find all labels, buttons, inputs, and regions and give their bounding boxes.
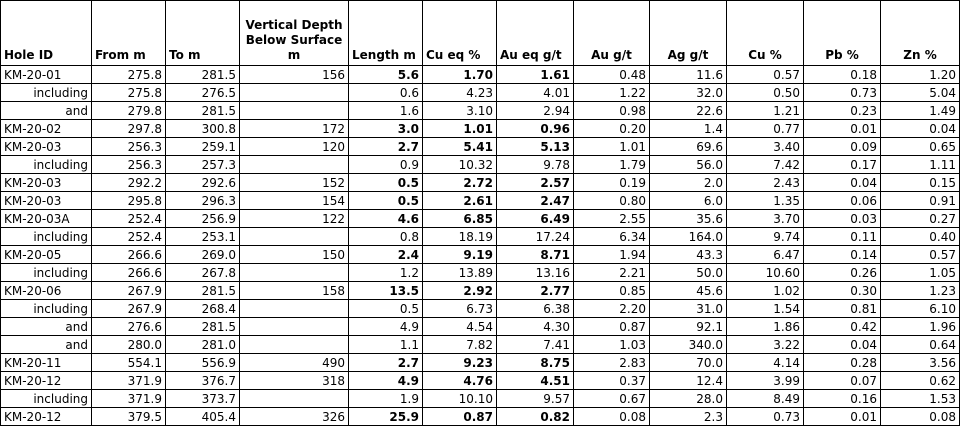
cell-pb: 0.16 bbox=[804, 390, 881, 408]
cell-au-eq: 6.49 bbox=[497, 210, 574, 228]
cell-zn: 5.04 bbox=[881, 84, 960, 102]
cell-from: 256.3 bbox=[92, 138, 166, 156]
cell-vertical-depth bbox=[240, 318, 349, 336]
cell-cu: 3.40 bbox=[727, 138, 804, 156]
cell-zn: 0.08 bbox=[881, 408, 960, 426]
cell-hole-id: including bbox=[1, 264, 92, 282]
cell-ag: 69.6 bbox=[650, 138, 727, 156]
cell-length: 0.5 bbox=[349, 192, 423, 210]
header-from: From m bbox=[92, 1, 166, 66]
cell-au-eq: 0.82 bbox=[497, 408, 574, 426]
cell-au-eq: 7.41 bbox=[497, 336, 574, 354]
cell-ag: 35.6 bbox=[650, 210, 727, 228]
cell-length: 0.5 bbox=[349, 174, 423, 192]
cell-au: 0.08 bbox=[574, 408, 650, 426]
cell-au: 1.22 bbox=[574, 84, 650, 102]
cell-zn: 0.27 bbox=[881, 210, 960, 228]
cell-au-eq: 9.78 bbox=[497, 156, 574, 174]
cell-pb: 0.30 bbox=[804, 282, 881, 300]
cell-au: 1.01 bbox=[574, 138, 650, 156]
cell-au: 1.03 bbox=[574, 336, 650, 354]
cell-from: 267.9 bbox=[92, 282, 166, 300]
cell-ag: 28.0 bbox=[650, 390, 727, 408]
cell-ag: 12.4 bbox=[650, 372, 727, 390]
table-row bbox=[1, 354, 960, 372]
cell-cu-eq: 1.01 bbox=[423, 120, 497, 138]
cell-to: 268.4 bbox=[166, 300, 240, 318]
table-row bbox=[1, 102, 960, 120]
cell-pb: 0.18 bbox=[804, 66, 881, 84]
cell-hole-id: KM-20-03 bbox=[1, 138, 92, 156]
cell-pb: 0.06 bbox=[804, 192, 881, 210]
cell-vertical-depth: 150 bbox=[240, 246, 349, 264]
cell-hole-id: KM-20-01 bbox=[1, 66, 92, 84]
table-row bbox=[1, 210, 960, 228]
header-au: Au g/t bbox=[574, 1, 650, 66]
header-cu: Cu % bbox=[727, 1, 804, 66]
cell-au-eq: 1.61 bbox=[497, 66, 574, 84]
cell-to: 556.9 bbox=[166, 354, 240, 372]
cell-length: 4.9 bbox=[349, 318, 423, 336]
cell-cu: 1.21 bbox=[727, 102, 804, 120]
cell-length: 3.0 bbox=[349, 120, 423, 138]
cell-from: 276.6 bbox=[92, 318, 166, 336]
cell-au-eq: 2.57 bbox=[497, 174, 574, 192]
table-row bbox=[1, 120, 960, 138]
cell-cu-eq: 10.32 bbox=[423, 156, 497, 174]
cell-from: 297.8 bbox=[92, 120, 166, 138]
cell-hole-id: KM-20-02 bbox=[1, 120, 92, 138]
cell-vertical-depth bbox=[240, 228, 349, 246]
cell-zn: 0.40 bbox=[881, 228, 960, 246]
header-vertical-depth: Vertical Depth Below Surface m bbox=[240, 1, 349, 66]
cell-pb: 0.09 bbox=[804, 138, 881, 156]
table-row bbox=[1, 174, 960, 192]
cell-cu: 3.22 bbox=[727, 336, 804, 354]
cell-zn: 0.65 bbox=[881, 138, 960, 156]
cell-length: 1.9 bbox=[349, 390, 423, 408]
cell-length: 0.9 bbox=[349, 156, 423, 174]
cell-cu-eq: 3.10 bbox=[423, 102, 497, 120]
cell-cu: 0.77 bbox=[727, 120, 804, 138]
cell-from: 279.8 bbox=[92, 102, 166, 120]
cell-pb: 0.17 bbox=[804, 156, 881, 174]
cell-pb: 0.01 bbox=[804, 408, 881, 426]
cell-zn: 1.05 bbox=[881, 264, 960, 282]
cell-ag: 2.3 bbox=[650, 408, 727, 426]
cell-zn: 1.20 bbox=[881, 66, 960, 84]
cell-hole-id: and bbox=[1, 102, 92, 120]
cell-from: 292.2 bbox=[92, 174, 166, 192]
cell-au: 2.20 bbox=[574, 300, 650, 318]
cell-pb: 0.81 bbox=[804, 300, 881, 318]
cell-length: 0.5 bbox=[349, 300, 423, 318]
cell-to: 281.5 bbox=[166, 282, 240, 300]
cell-vertical-depth: 318 bbox=[240, 372, 349, 390]
cell-from: 252.4 bbox=[92, 228, 166, 246]
cell-au: 0.19 bbox=[574, 174, 650, 192]
cell-zn: 1.23 bbox=[881, 282, 960, 300]
cell-from: 252.4 bbox=[92, 210, 166, 228]
cell-cu-eq: 5.41 bbox=[423, 138, 497, 156]
cell-from: 371.9 bbox=[92, 372, 166, 390]
cell-cu-eq: 4.23 bbox=[423, 84, 497, 102]
cell-vertical-depth: 122 bbox=[240, 210, 349, 228]
cell-cu-eq: 0.87 bbox=[423, 408, 497, 426]
cell-cu: 7.42 bbox=[727, 156, 804, 174]
cell-cu: 3.99 bbox=[727, 372, 804, 390]
cell-au: 6.34 bbox=[574, 228, 650, 246]
cell-au-eq: 4.51 bbox=[497, 372, 574, 390]
cell-hole-id: KM-20-03 bbox=[1, 192, 92, 210]
header-cu-eq: Cu eq % bbox=[423, 1, 497, 66]
cell-ag: 70.0 bbox=[650, 354, 727, 372]
cell-from: 275.8 bbox=[92, 66, 166, 84]
cell-cu-eq: 13.89 bbox=[423, 264, 497, 282]
cell-au: 0.37 bbox=[574, 372, 650, 390]
cell-au-eq: 2.77 bbox=[497, 282, 574, 300]
cell-cu-eq: 9.23 bbox=[423, 354, 497, 372]
cell-to: 281.0 bbox=[166, 336, 240, 354]
cell-to: 257.3 bbox=[166, 156, 240, 174]
cell-vertical-depth: 172 bbox=[240, 120, 349, 138]
cell-ag: 45.6 bbox=[650, 282, 727, 300]
table-row bbox=[1, 318, 960, 336]
cell-cu: 0.57 bbox=[727, 66, 804, 84]
cell-to: 373.7 bbox=[166, 390, 240, 408]
cell-length: 4.9 bbox=[349, 372, 423, 390]
cell-hole-id: including bbox=[1, 390, 92, 408]
cell-to: 300.8 bbox=[166, 120, 240, 138]
cell-ag: 164.0 bbox=[650, 228, 727, 246]
cell-hole-id: KM-20-06 bbox=[1, 282, 92, 300]
cell-au: 0.67 bbox=[574, 390, 650, 408]
cell-cu: 2.43 bbox=[727, 174, 804, 192]
cell-zn: 1.11 bbox=[881, 156, 960, 174]
cell-to: 296.3 bbox=[166, 192, 240, 210]
cell-length: 2.4 bbox=[349, 246, 423, 264]
table-row bbox=[1, 156, 960, 174]
cell-vertical-depth bbox=[240, 156, 349, 174]
cell-cu: 0.50 bbox=[727, 84, 804, 102]
cell-to: 281.5 bbox=[166, 102, 240, 120]
cell-hole-id: KM-20-12 bbox=[1, 372, 92, 390]
cell-vertical-depth bbox=[240, 336, 349, 354]
cell-au-eq: 4.01 bbox=[497, 84, 574, 102]
cell-au: 0.80 bbox=[574, 192, 650, 210]
cell-vertical-depth: 158 bbox=[240, 282, 349, 300]
cell-length: 25.9 bbox=[349, 408, 423, 426]
cell-ag: 31.0 bbox=[650, 300, 727, 318]
cell-au: 2.83 bbox=[574, 354, 650, 372]
cell-cu: 6.47 bbox=[727, 246, 804, 264]
cell-pb: 0.01 bbox=[804, 120, 881, 138]
cell-to: 253.1 bbox=[166, 228, 240, 246]
table-body bbox=[1, 66, 960, 426]
cell-zn: 0.62 bbox=[881, 372, 960, 390]
cell-hole-id: including bbox=[1, 228, 92, 246]
cell-zn: 1.49 bbox=[881, 102, 960, 120]
cell-ag: 2.0 bbox=[650, 174, 727, 192]
cell-zn: 1.53 bbox=[881, 390, 960, 408]
table-row bbox=[1, 246, 960, 264]
cell-au-eq: 0.96 bbox=[497, 120, 574, 138]
cell-to: 267.8 bbox=[166, 264, 240, 282]
cell-zn: 0.15 bbox=[881, 174, 960, 192]
cell-pb: 0.11 bbox=[804, 228, 881, 246]
table-row bbox=[1, 84, 960, 102]
cell-cu: 0.73 bbox=[727, 408, 804, 426]
cell-length: 0.8 bbox=[349, 228, 423, 246]
cell-hole-id: KM-20-03A bbox=[1, 210, 92, 228]
cell-ag: 340.0 bbox=[650, 336, 727, 354]
cell-au-eq: 9.57 bbox=[497, 390, 574, 408]
cell-cu-eq: 4.54 bbox=[423, 318, 497, 336]
table-row bbox=[1, 300, 960, 318]
table-row bbox=[1, 138, 960, 156]
cell-ag: 22.6 bbox=[650, 102, 727, 120]
cell-cu: 3.70 bbox=[727, 210, 804, 228]
cell-length: 2.7 bbox=[349, 138, 423, 156]
cell-pb: 0.73 bbox=[804, 84, 881, 102]
cell-cu-eq: 7.82 bbox=[423, 336, 497, 354]
header-zn: Zn % bbox=[881, 1, 960, 66]
cell-from: 275.8 bbox=[92, 84, 166, 102]
cell-au-eq: 2.47 bbox=[497, 192, 574, 210]
cell-au-eq: 5.13 bbox=[497, 138, 574, 156]
cell-to: 269.0 bbox=[166, 246, 240, 264]
cell-au: 1.94 bbox=[574, 246, 650, 264]
cell-from: 554.1 bbox=[92, 354, 166, 372]
cell-to: 376.7 bbox=[166, 372, 240, 390]
cell-cu: 10.60 bbox=[727, 264, 804, 282]
cell-length: 5.6 bbox=[349, 66, 423, 84]
cell-cu: 1.54 bbox=[727, 300, 804, 318]
cell-cu-eq: 10.10 bbox=[423, 390, 497, 408]
cell-au-eq: 17.24 bbox=[497, 228, 574, 246]
cell-vertical-depth: 490 bbox=[240, 354, 349, 372]
cell-cu: 9.74 bbox=[727, 228, 804, 246]
cell-ag: 56.0 bbox=[650, 156, 727, 174]
cell-hole-id: including bbox=[1, 156, 92, 174]
cell-length: 1.6 bbox=[349, 102, 423, 120]
cell-vertical-depth: 154 bbox=[240, 192, 349, 210]
cell-pb: 0.04 bbox=[804, 336, 881, 354]
cell-zn: 0.64 bbox=[881, 336, 960, 354]
cell-au: 0.85 bbox=[574, 282, 650, 300]
cell-from: 266.6 bbox=[92, 246, 166, 264]
cell-cu-eq: 2.72 bbox=[423, 174, 497, 192]
cell-from: 266.6 bbox=[92, 264, 166, 282]
table-row bbox=[1, 282, 960, 300]
cell-to: 281.5 bbox=[166, 66, 240, 84]
cell-cu-eq: 9.19 bbox=[423, 246, 497, 264]
cell-cu: 4.14 bbox=[727, 354, 804, 372]
table-row bbox=[1, 228, 960, 246]
cell-length: 2.7 bbox=[349, 354, 423, 372]
cell-au: 0.98 bbox=[574, 102, 650, 120]
cell-vertical-depth bbox=[240, 390, 349, 408]
cell-cu-eq: 4.76 bbox=[423, 372, 497, 390]
cell-vertical-depth: 326 bbox=[240, 408, 349, 426]
cell-hole-id: and bbox=[1, 336, 92, 354]
cell-pb: 0.07 bbox=[804, 372, 881, 390]
cell-au-eq: 8.75 bbox=[497, 354, 574, 372]
header-row bbox=[1, 1, 960, 66]
cell-au-eq: 13.16 bbox=[497, 264, 574, 282]
table-row bbox=[1, 408, 960, 426]
cell-pb: 0.28 bbox=[804, 354, 881, 372]
cell-ag: 1.4 bbox=[650, 120, 727, 138]
header-pb: Pb % bbox=[804, 1, 881, 66]
cell-au-eq: 8.71 bbox=[497, 246, 574, 264]
cell-cu: 8.49 bbox=[727, 390, 804, 408]
cell-au: 2.21 bbox=[574, 264, 650, 282]
cell-cu-eq: 6.85 bbox=[423, 210, 497, 228]
cell-zn: 3.56 bbox=[881, 354, 960, 372]
cell-pb: 0.42 bbox=[804, 318, 881, 336]
table-row bbox=[1, 372, 960, 390]
cell-cu: 1.35 bbox=[727, 192, 804, 210]
header-ag: Ag g/t bbox=[650, 1, 727, 66]
header-au-eq: Au eq g/t bbox=[497, 1, 574, 66]
cell-pb: 0.23 bbox=[804, 102, 881, 120]
cell-au-eq: 2.94 bbox=[497, 102, 574, 120]
cell-zn: 0.91 bbox=[881, 192, 960, 210]
cell-from: 371.9 bbox=[92, 390, 166, 408]
cell-au: 2.55 bbox=[574, 210, 650, 228]
cell-cu-eq: 2.61 bbox=[423, 192, 497, 210]
cell-ag: 50.0 bbox=[650, 264, 727, 282]
cell-vertical-depth bbox=[240, 84, 349, 102]
cell-au-eq: 6.38 bbox=[497, 300, 574, 318]
header-hole-id: Hole ID bbox=[1, 1, 92, 66]
cell-au: 0.20 bbox=[574, 120, 650, 138]
cell-length: 0.6 bbox=[349, 84, 423, 102]
cell-ag: 6.0 bbox=[650, 192, 727, 210]
cell-hole-id: KM-20-03 bbox=[1, 174, 92, 192]
cell-ag: 43.3 bbox=[650, 246, 727, 264]
cell-from: 267.9 bbox=[92, 300, 166, 318]
cell-zn: 0.04 bbox=[881, 120, 960, 138]
cell-vertical-depth bbox=[240, 102, 349, 120]
cell-cu-eq: 18.19 bbox=[423, 228, 497, 246]
table-row bbox=[1, 192, 960, 210]
table-row bbox=[1, 390, 960, 408]
cell-cu: 1.02 bbox=[727, 282, 804, 300]
cell-cu: 1.86 bbox=[727, 318, 804, 336]
cell-ag: 92.1 bbox=[650, 318, 727, 336]
cell-cu-eq: 6.73 bbox=[423, 300, 497, 318]
cell-ag: 11.6 bbox=[650, 66, 727, 84]
cell-vertical-depth bbox=[240, 300, 349, 318]
cell-vertical-depth: 156 bbox=[240, 66, 349, 84]
cell-hole-id: including bbox=[1, 300, 92, 318]
cell-vertical-depth: 152 bbox=[240, 174, 349, 192]
cell-au: 0.48 bbox=[574, 66, 650, 84]
cell-to: 259.1 bbox=[166, 138, 240, 156]
cell-cu-eq: 1.70 bbox=[423, 66, 497, 84]
cell-length: 4.6 bbox=[349, 210, 423, 228]
cell-zn: 1.96 bbox=[881, 318, 960, 336]
cell-pb: 0.04 bbox=[804, 174, 881, 192]
cell-hole-id: and bbox=[1, 318, 92, 336]
cell-cu-eq: 2.92 bbox=[423, 282, 497, 300]
cell-to: 405.4 bbox=[166, 408, 240, 426]
cell-zn: 6.10 bbox=[881, 300, 960, 318]
cell-to: 276.5 bbox=[166, 84, 240, 102]
table-row bbox=[1, 336, 960, 354]
cell-au-eq: 4.30 bbox=[497, 318, 574, 336]
cell-hole-id: KM-20-11 bbox=[1, 354, 92, 372]
table-row bbox=[1, 66, 960, 84]
cell-to: 281.5 bbox=[166, 318, 240, 336]
cell-au: 1.79 bbox=[574, 156, 650, 174]
cell-from: 379.5 bbox=[92, 408, 166, 426]
header-to: To m bbox=[166, 1, 240, 66]
cell-zn: 0.57 bbox=[881, 246, 960, 264]
cell-to: 256.9 bbox=[166, 210, 240, 228]
table-row bbox=[1, 264, 960, 282]
cell-length: 13.5 bbox=[349, 282, 423, 300]
cell-ag: 32.0 bbox=[650, 84, 727, 102]
cell-hole-id: KM-20-12 bbox=[1, 408, 92, 426]
cell-from: 256.3 bbox=[92, 156, 166, 174]
header-length: Length m bbox=[349, 1, 423, 66]
cell-pb: 0.26 bbox=[804, 264, 881, 282]
cell-hole-id: including bbox=[1, 84, 92, 102]
cell-au: 0.87 bbox=[574, 318, 650, 336]
cell-hole-id: KM-20-05 bbox=[1, 246, 92, 264]
cell-from: 295.8 bbox=[92, 192, 166, 210]
cell-pb: 0.14 bbox=[804, 246, 881, 264]
cell-vertical-depth: 120 bbox=[240, 138, 349, 156]
cell-length: 1.2 bbox=[349, 264, 423, 282]
cell-from: 280.0 bbox=[92, 336, 166, 354]
cell-to: 292.6 bbox=[166, 174, 240, 192]
cell-vertical-depth bbox=[240, 264, 349, 282]
cell-length: 1.1 bbox=[349, 336, 423, 354]
cell-pb: 0.03 bbox=[804, 210, 881, 228]
